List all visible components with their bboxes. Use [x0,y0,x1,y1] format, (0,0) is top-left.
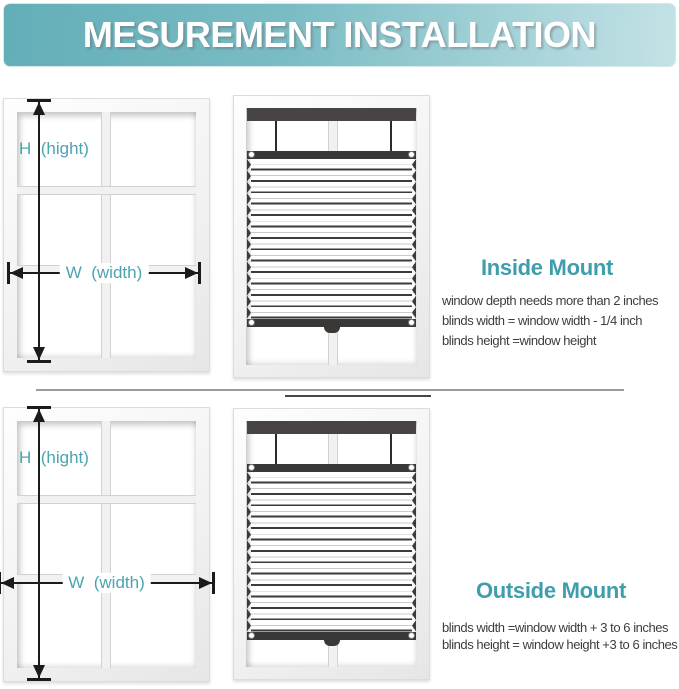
window-mullion-horizontal [17,495,196,504]
instruction-line: blinds height = window height +3 to 6 inches [442,637,678,652]
arrow-head-right-icon [199,577,212,589]
pleat-edge [412,159,416,319]
blinds-diagram-outside [233,408,430,680]
blinds-headrail [247,108,416,121]
blinds-diagram-inside [233,95,430,378]
rail-end-cap [249,465,254,470]
window-diagram-inside [3,98,210,372]
blinds-top-rail [247,464,416,472]
arrow-head-left-icon [10,267,23,279]
arrow-head-up-icon [33,102,45,115]
window-opening [246,421,417,667]
pleat-edge [247,159,251,319]
rail-end-cap [409,465,414,470]
rail-end-cap [409,633,414,638]
rail-end-cap [249,152,254,157]
window-opening [246,108,417,365]
arrow-head-down-icon [33,347,45,360]
width-arrow [0,573,213,592]
height-label: H (hight) [19,139,89,158]
instruction-line: blinds width =window width + 3 to 6 inches [442,620,669,635]
arrow-end-tick [27,360,51,363]
pleat-edge [412,472,416,632]
arrow-end-tick [198,262,201,284]
blinds-top-rail [247,151,416,159]
rail-end-cap [409,320,414,325]
lift-cord [275,434,277,464]
window-diagram-outside [3,407,210,682]
inside-mount-heading: Inside Mount [480,255,614,280]
blinds-headrail [247,421,416,434]
pleat-edge [247,472,251,632]
pleated-shade [251,159,412,319]
window-mullion-horizontal [17,186,196,195]
arrow-head-right-icon [185,267,198,279]
blinds-bottom-rail [247,319,416,327]
arrow-head-up-icon [33,409,45,422]
inside-mount-instructions [442,291,658,351]
instruction-line: window depth needs more than 2 inches [442,293,659,308]
crop-artifact-line [285,395,431,397]
arrow-head-down-icon [33,665,45,678]
instruction-line: blinds height =window height [442,333,596,348]
arrow-end-tick [212,572,215,594]
window-mullion-vertical [101,421,111,668]
instruction-line: blinds width = window width - 1/4 inch [442,313,643,328]
blinds-bottom-rail [247,632,416,640]
window-mullion-vertical [101,112,111,358]
lift-cord [390,121,392,151]
outside-mount-instructions [442,619,677,653]
banner [3,3,676,67]
section-divider [36,389,624,391]
rail-end-cap [249,633,254,638]
width-arrow [9,263,199,282]
rail-end-cap [249,320,254,325]
banner-title: MESUREMENT INSTALLATION [82,14,597,55]
width-label: W (width) [60,263,149,283]
lift-cord [390,434,392,464]
arrow-head-left-icon [1,577,14,589]
arrow-end-tick [27,678,51,681]
lift-cord [275,121,277,151]
pleated-shade [251,472,412,632]
width-label: W (width) [62,573,151,593]
rail-end-cap [409,152,414,157]
outside-mount-heading: Outside Mount [475,578,627,603]
height-label: H (hight) [19,448,89,467]
